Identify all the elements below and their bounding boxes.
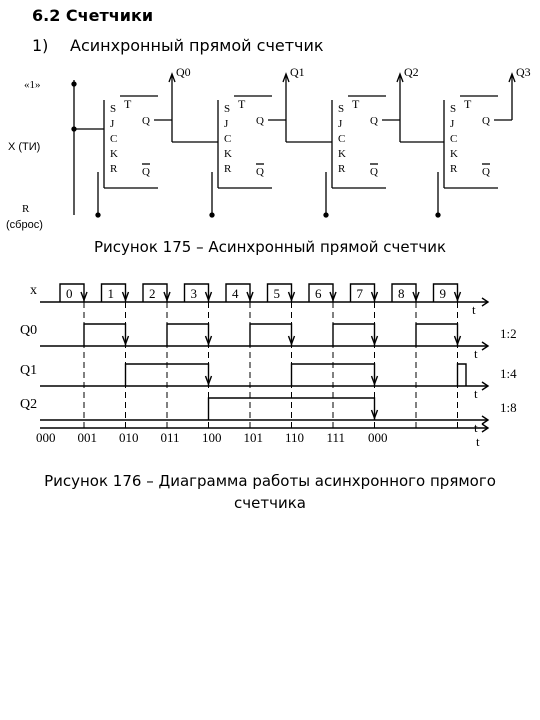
- counter-schematic: [0, 60, 540, 240]
- state-code: 100: [202, 430, 222, 445]
- ff-pin-r: R: [110, 163, 118, 175]
- ff-pin-r: R: [450, 163, 458, 175]
- row-t-label: t: [474, 346, 478, 361]
- flip-flop-2: [286, 65, 419, 217]
- ff-output-name: Q3: [516, 65, 531, 79]
- subsection-number: 1): [32, 36, 49, 55]
- ff-output-qbar: Q: [142, 166, 150, 178]
- section-title: 6.2 Счетчики: [32, 6, 154, 25]
- ff-pin-c: C: [338, 133, 346, 145]
- state-code: 011: [160, 430, 180, 445]
- ff-pin-c: C: [450, 133, 458, 145]
- signal-high: [84, 324, 126, 346]
- ff-pin-j: J: [338, 118, 343, 130]
- ff-pin-r: R: [338, 163, 346, 175]
- ff-output-q: Q: [142, 115, 150, 127]
- ff-pin-k: K: [338, 148, 346, 160]
- clock-pulse-number: 1: [107, 286, 114, 301]
- ff-reset-node: [436, 213, 440, 217]
- ff-reset-node: [324, 213, 328, 217]
- ff-pin-s: S: [224, 103, 231, 115]
- clock-pulse-number: 4: [232, 286, 239, 301]
- clock-pulse-number: 7: [356, 286, 363, 301]
- ff-pin-j: J: [224, 118, 229, 130]
- ff-pin-c: C: [224, 133, 232, 145]
- flip-flop-1: [172, 65, 305, 217]
- ff-type-label: T: [124, 97, 132, 111]
- row-ratio: 1:2: [500, 326, 517, 341]
- code-t-label: t: [476, 434, 480, 449]
- ff-output-name: Q2: [404, 65, 419, 79]
- flip-flop-3: [400, 65, 531, 217]
- clock-pulse-number: 2: [149, 286, 156, 301]
- ff-reset-node: [210, 213, 214, 217]
- ff-pin-c: C: [110, 133, 118, 145]
- flip-flop-0: [74, 65, 191, 217]
- timing-diagram: [0, 278, 540, 458]
- ff-output-qbar: Q: [482, 166, 490, 178]
- pulse-t-label: t: [472, 302, 476, 317]
- ff-reset-node: [96, 213, 100, 217]
- row-label-q1: Q1: [20, 363, 38, 378]
- subsection-title: [32, 36, 324, 55]
- state-code: 111: [326, 430, 346, 445]
- ff-pin-k: K: [450, 148, 458, 160]
- ff-pin-j: J: [450, 118, 455, 130]
- ff-pin-s: S: [110, 103, 117, 115]
- ff-output-name: Q1: [290, 65, 305, 79]
- state-code: 101: [243, 430, 263, 445]
- row-ratio: 1:8: [500, 400, 517, 415]
- ff-type-label: T: [352, 97, 360, 111]
- state-code: 110: [285, 430, 305, 445]
- ff-pin-j: J: [110, 118, 115, 130]
- timing-x-label: x: [30, 283, 37, 298]
- clock-pulse-number: 3: [190, 286, 197, 301]
- ff-type-label: T: [238, 97, 246, 111]
- clock-pulse-number: 8: [398, 286, 405, 301]
- ff-output-q: Q: [256, 115, 264, 127]
- clock-pulse-number: 0: [66, 286, 73, 301]
- ff-output-q: Q: [482, 115, 490, 127]
- ff-pin-k: K: [224, 148, 232, 160]
- subsection-text: Асинхронный прямой счетчик: [70, 36, 324, 55]
- ff-pin-r: R: [224, 163, 232, 175]
- row-ratio: 1:4: [500, 366, 517, 381]
- figure-175-caption: Рисунок 175 – Асинхронный прямой счетчик: [93, 238, 447, 256]
- input-x-label: X (ТИ): [8, 141, 41, 153]
- signal-high: [250, 324, 292, 346]
- row-label-q0: Q0: [20, 323, 38, 338]
- clock-pulse-number: 6: [315, 286, 322, 301]
- signal-high: [167, 324, 209, 346]
- row-t-label: t: [474, 420, 478, 435]
- row-label-q2: Q2: [20, 397, 38, 412]
- ff-output-qbar: Q: [256, 166, 264, 178]
- ff-output-name: Q0: [176, 65, 191, 79]
- signal-high: [333, 324, 375, 346]
- state-code: 010: [119, 430, 139, 445]
- ff-output-qbar: Q: [370, 166, 378, 178]
- ff-output-q: Q: [370, 115, 378, 127]
- clock-pulse-number: 5: [273, 286, 280, 301]
- ff-pin-k: K: [110, 148, 118, 160]
- signal-high: [458, 364, 467, 386]
- input-one-label: «1»: [24, 79, 41, 91]
- figure-176-caption: Рисунок 176 – Диаграмма работы асинхронного прямого счетчика: [44, 472, 496, 512]
- input-r-label: R: [22, 203, 30, 215]
- signal-high: [416, 324, 458, 346]
- clock-pulse-number: 9: [439, 286, 446, 301]
- state-code: 000: [36, 430, 56, 445]
- ff-type-label: T: [464, 97, 472, 111]
- row-t-label: t: [474, 386, 478, 401]
- input-r-note: (сброс): [6, 219, 43, 231]
- state-code: 000: [368, 430, 388, 445]
- ff-pin-s: S: [338, 103, 345, 115]
- ff-pin-s: S: [450, 103, 457, 115]
- state-code: 001: [77, 430, 97, 445]
